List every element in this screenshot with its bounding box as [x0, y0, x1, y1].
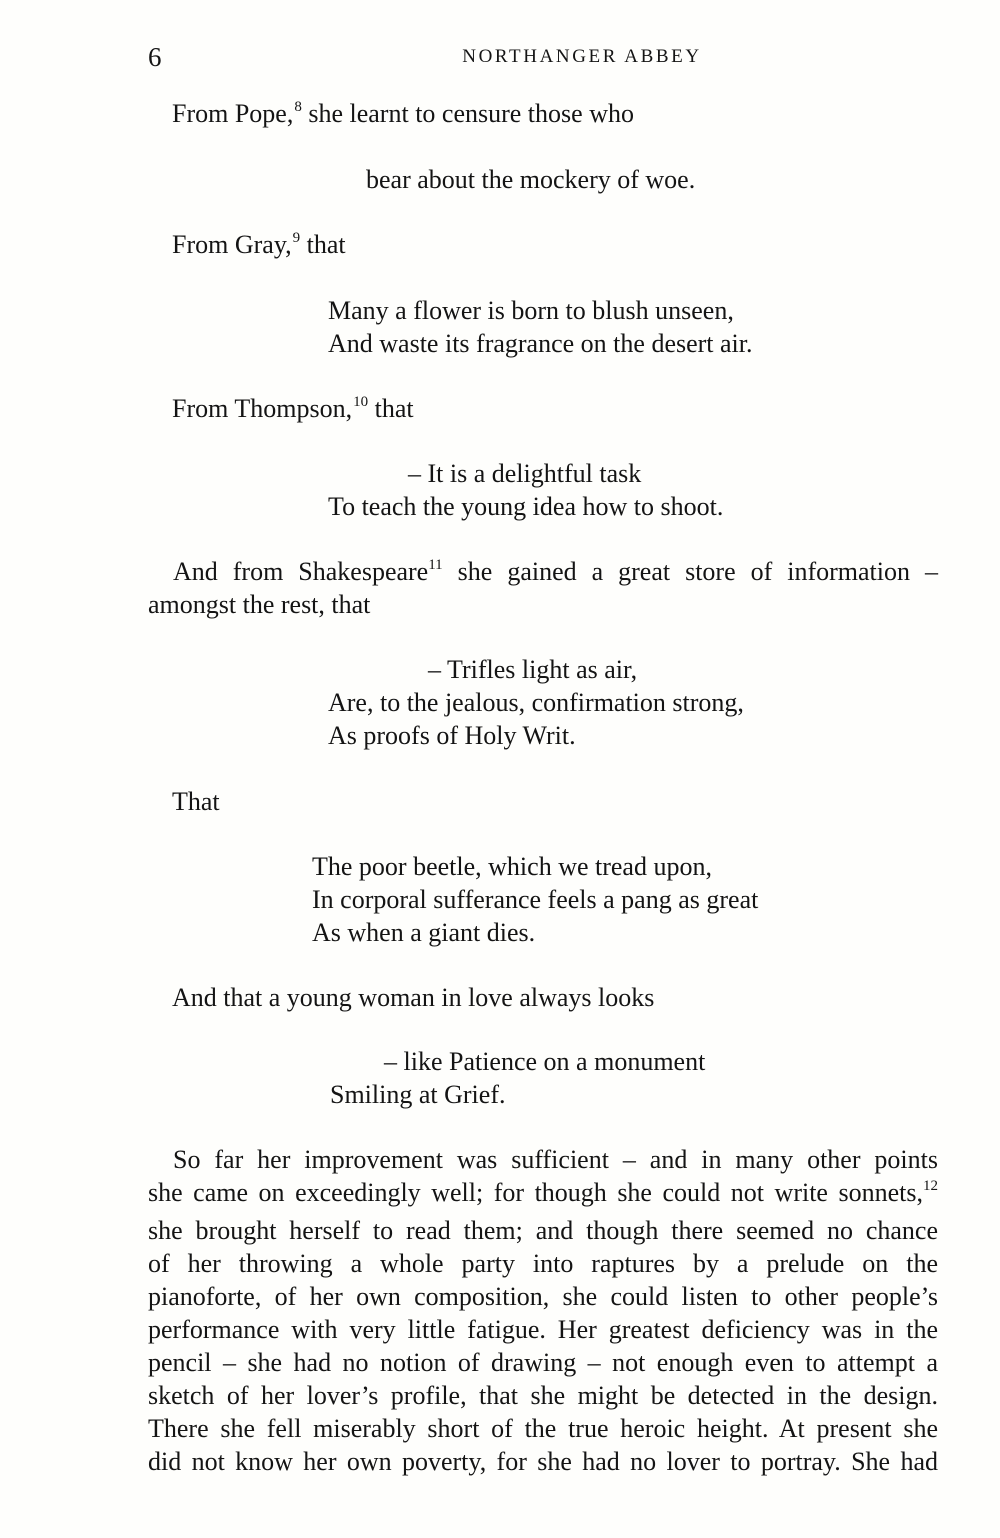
- thompson-intro-line: [172, 392, 414, 430]
- gray-intro-after: that: [300, 230, 346, 259]
- final-paragraph-line-6: performance with very little fatigue. Her greatest deficiency was in the: [148, 1315, 938, 1344]
- thompson-quote-line-2: To teach the young idea how to shoot.: [328, 492, 724, 521]
- final-paragraph-line-4: of her throwing a whole party into raptures by a prelude on the: [148, 1249, 938, 1278]
- shakespeare-quote-1-line-2: Are, to the jealous, confirmation strong,: [328, 688, 744, 717]
- final-line-1-text: So far her improvement was sufficient – and in many other points: [173, 1145, 938, 1174]
- footnote-ref-9: 9: [292, 230, 301, 246]
- final-paragraph-line-2: [148, 1176, 938, 1214]
- final-paragraph-line-1: [148, 1143, 938, 1176]
- gray-intro-text: From Gray,: [172, 230, 292, 259]
- final-paragraph-line-5: pianoforte, of her own composition, she could listen to other people’s: [148, 1282, 938, 1311]
- thompson-quote-line-1: – It is a delightful task: [408, 459, 642, 488]
- pope-intro-line: [172, 97, 634, 135]
- running-title: NORTHANGER ABBEY: [462, 46, 702, 67]
- final-paragraph-line-8: sketch of her lover’s profile, that she might be detected in the design.: [148, 1381, 938, 1410]
- love-intro-line: And that a young woman in love always looks: [172, 983, 655, 1012]
- final-paragraph-line-9: There she fell miserably short of the true heroic height. At present she: [148, 1414, 938, 1443]
- thompson-intro-text: From Thompson,: [172, 394, 353, 423]
- gray-quote-line-1: Many a flower is born to blush unseen,: [328, 296, 734, 325]
- shakespeare-quote-2-line-2: In corporal sufferance feels a pang as great: [312, 885, 759, 914]
- footnote-ref-10: 10: [353, 394, 369, 410]
- pope-quote-line: bear about the mockery of woe.: [366, 165, 696, 194]
- final-paragraph-line-7: pencil – she had no notion of drawing – not enough even to attempt a: [148, 1348, 938, 1377]
- page-header: [148, 40, 938, 74]
- shakespeare-quote-3-line-2: Smiling at Grief.: [330, 1080, 506, 1109]
- pope-intro-after: she learnt to censure those who: [301, 99, 634, 128]
- final-paragraph-line-10: did not know her own poverty, for she had no lover to portray. She had: [148, 1447, 938, 1476]
- footnote-ref-12: 12: [923, 1178, 938, 1194]
- shakespeare-quote-3-line-1: – like Patience on a monument: [384, 1047, 706, 1076]
- shakespeare-quote-2-line-1: The poor beetle, which we tread upon,: [312, 852, 712, 881]
- shakespeare-quote-1-line-3: As proofs of Holy Writ.: [328, 721, 576, 750]
- gray-quote-line-2: And waste its fragrance on the desert air.: [328, 329, 753, 358]
- final-paragraph-line-3: she brought herself to read them; and though there seemed no chance: [148, 1216, 938, 1245]
- shakespeare-quote-2-line-3: As when a giant dies.: [312, 918, 536, 947]
- shakespeare-intro-after: she gained a great store of information –: [442, 557, 938, 586]
- that-intro-line: That: [172, 787, 220, 816]
- gray-intro-line: [172, 228, 346, 266]
- final-line-2-text: she came on exceedingly well; for though she could not write sonnets,: [148, 1178, 923, 1207]
- pope-intro-text: From Pope,: [172, 99, 294, 128]
- shakespeare-intro-line-2: amongst the rest, that: [148, 590, 371, 619]
- page-number: 6: [148, 42, 162, 72]
- footnote-ref-8: 8: [294, 99, 302, 115]
- final-paragraph: [148, 1143, 938, 1478]
- footnote-ref-11: 11: [428, 557, 443, 573]
- shakespeare-intro-text: And from Shakespeare: [173, 557, 429, 586]
- thompson-intro-after: that: [368, 394, 414, 423]
- shakespeare-quote-1-line-1: – Trifles light as air,: [428, 655, 638, 684]
